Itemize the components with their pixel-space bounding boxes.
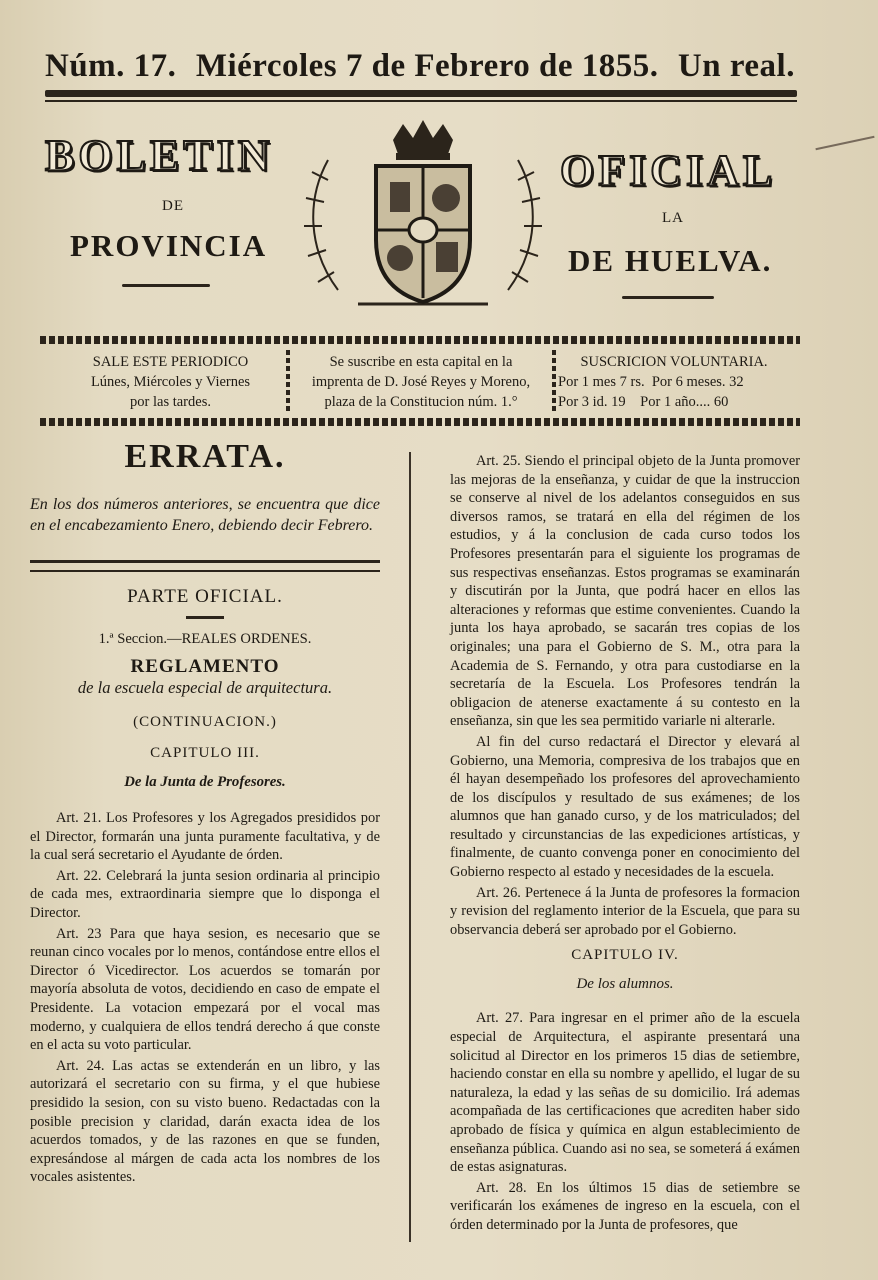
place-line: Se suscribe en esta capital en la [329, 354, 513, 370]
title-oficial: OFICIAL [560, 146, 777, 195]
infobox-separator [286, 350, 290, 412]
capitulo-iv-heading: CAPITULO IV. [571, 947, 679, 964]
section-rule [30, 560, 380, 572]
issue-date: Miércoles 7 de Febrero de 1855. [195, 48, 659, 84]
errata-heading: ERRATA. [124, 438, 286, 475]
article-paragraph: Art. 22. Celebrará la junta sesion ordinaria al principio de cada mes, extraordinaria siempre que lo disponga el Director. [30, 867, 380, 921]
publication-schedule [58, 352, 283, 412]
article-paragraph: Art. 24. Las actas se extenderán en un libro, y las autorizará el secretario con su firma, y el que hubiese presidido la sesion, con su visto bueno. Redactadas con la posible precision y claridad, darán exacta idea de los acuerdos tomados, y de las razones en que se funden, expresándose al márgen de cada acta los nombres de los vocales asistentes. [30, 1057, 380, 1186]
article-paragraph: Al fin del curso redactará el Director y elevará al Gobierno, una Memoria, compresiva de los trabajos que en él hayan desempeñado los profesores del aprovechamiento de los discípulos y resultado de sus exámenes; de los alumnos que han ganado curso, y de los matriculados; del resultado y circunstancias de las expediciones artísticas, y finalmente, de cuanto convenga poner en conocimiento del Gobierno respecto al estado y necesidades de la escuela. [450, 733, 800, 881]
capitulo-heading: CAPITULO III. [150, 745, 260, 761]
masthead-topline [45, 48, 795, 85]
reglamento-heading: REGLAMENTO [130, 656, 280, 677]
title-la: LA [662, 210, 684, 226]
article-paragraph: Art. 28. En los últimos 15 dias de setiembre se verificarán los exámenes de ingreso en la escuela, con el órden determinado por la Junta de profesores, que [450, 1179, 800, 1233]
article-paragraph: Art. 27. Para ingresar en el primer año de la escuela especial de Arquitectura, el aspirante presentará una solicitud al Director en los primeros 15 dias de setiembre, haciendo constar en ella su nombre y apellido, el lugar de su naturaleza, la edad y las señas de su domicilio. Irá ademas acompañada de las certificaciones que acrediten haber sido aprobado de física y química en algun establecimiento de enseñanza pública. Cuando asi no sea, se someterá á exámen de estas asignaturas. [450, 1010, 800, 1176]
schedule-line: Lúnes, Miércoles y Viernes [90, 374, 251, 390]
left-column [30, 438, 380, 1189]
article-paragraph: Art. 26. Pertenece á la Junta de profesores la formacion y revision del reglamento interior de la Escuela, que para su observancia deberá ser aprobado por el Gobierno. [450, 884, 800, 938]
title-boletin: BOLETIN [45, 131, 274, 180]
schedule-line: SALE ESTE PERIODICO [92, 354, 249, 370]
chain-border-top [40, 336, 800, 344]
infobox-separator [552, 350, 556, 412]
article-paragraph: Art. 21. Los Profesores y los Agregados presididos por el Director, formarán una junta puramente facultativa, y de la cual será secretario el Ayudante de órden. [30, 810, 380, 864]
top-rule-thin [45, 100, 797, 102]
article-paragraph: Art. 23 Para que haya sesion, es necesario que se reunan cinco vocales por lo menos, contándose entre ellos el Director ó Vicedirector. Los acuerdos se tomarán por mayoría absoluta de votos, decidiendo en caso de empate el Presidente. La votacion empezará por el vocal mas moderno, y cualquiera de ellos tendrá derecho á que conste en el acta su voto particular. [30, 925, 380, 1054]
continuacion-label: (CONTINUACION.) [133, 714, 277, 730]
schedule-line: por las tardes. [130, 394, 211, 410]
parte-oficial-heading: PARTE OFICIAL. [127, 586, 283, 607]
title-huelva: DE HUELVA. [568, 243, 773, 278]
flourish-right [622, 296, 714, 299]
place-line: imprenta de D. José Reyes y Moreno, [311, 374, 531, 390]
issue-number: Núm. 17. [45, 48, 177, 84]
capitulo-iv-subtitle: De los alumnos. [576, 976, 674, 993]
reglamento-subtitle: de la escuela especial de arquitectura. [77, 678, 333, 697]
price-line: Por 1 mes 7 rs. Por 6 meses. 32 [558, 374, 744, 390]
column-divider [409, 452, 411, 1242]
prices-title: SUSCRICION VOLUNTARIA. [580, 354, 768, 370]
ornament [186, 616, 224, 619]
issue-price: Un real. [677, 48, 795, 84]
subscription-prices [558, 352, 790, 412]
title-provincia: PROVINCIA [70, 228, 268, 263]
article-paragraph: Art. 25. Siendo el principal objeto de la Junta promover las mejoras de la enseñanza, y cuidar de que la instruccion se conserve al nivel de los adelantos conseguidos en sus diversos ramos, se tratará en ella del régimen de los estudios, y á la conclusion de cada curso todos los Profesores presentarán para el siguiente los programas de sus respectivas enseñanzas. Estos programas se examinarán y discutirán por la Junta, que podrá hacer en ellos las alteraciones y reformas que estime convenientes. Cuando la junta los haya aprobado, se sacarán tres copias de los originales; una para el Gobierno de S. M., otra para la Academia de S. Fernando, y otra para custodiarse en la secretaría de la Escuela. Los Profesores tendrán la obligacion de atenerse exactamente á su contesto en la enseñanza, sin que les sea permitido variarle ni alterarle. [450, 453, 800, 730]
title-de: DE [162, 198, 184, 214]
subscription-infobox [40, 336, 800, 426]
flourish-left [122, 284, 210, 287]
place-line: plaza de la Constitucion núm. 1.° [324, 394, 518, 410]
right-column [450, 452, 800, 1237]
royal-coat-of-arms-icon [298, 120, 548, 316]
errata-text: En los dos números anteriores, se encuentra que dice en el encabezamiento Enero, debiendo decir Febrero. [30, 496, 380, 534]
seccion-heading: 1.ª Seccion.—REALES ORDENES. [98, 631, 312, 647]
capitulo-subtitle: De la Junta de Profesores. [124, 774, 286, 790]
subscription-place [292, 352, 550, 412]
top-rule [45, 90, 797, 97]
chain-border-bottom [40, 418, 800, 426]
price-line: Por 3 id. 19 Por 1 año.... 60 [558, 394, 729, 410]
